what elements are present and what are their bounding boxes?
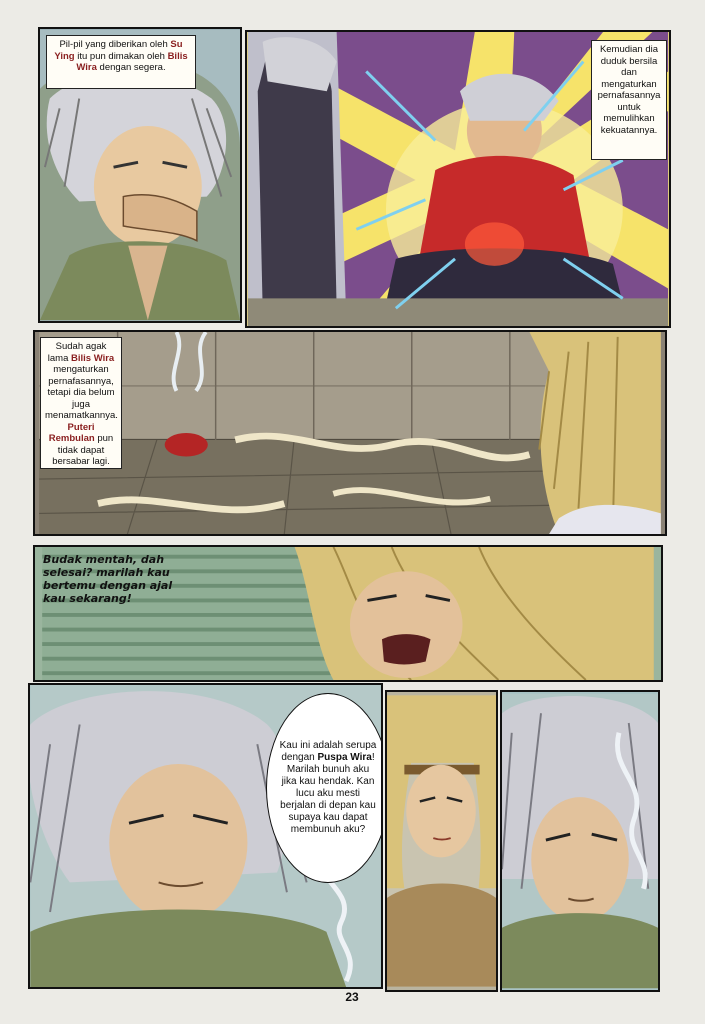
caption-pill-eaten: Pil-pil yang diberikan oleh Su Ying itu pun dimakan oleh Bilis Wira dengan segera. — [46, 35, 196, 89]
panel-4-shout — [33, 545, 663, 682]
panel-2-meditation-aura — [245, 30, 671, 328]
panel-7-art — [502, 692, 658, 990]
shout-line-1: Budak mentah, dah — [43, 553, 165, 566]
panel-7-silver-stern — [500, 690, 660, 992]
shout-line-4: kau sekarang! — [43, 592, 132, 605]
caption-waiting: Sudah agak lama Bilis Wira mengaturkan pernafasannya, tetapi dia belum juga menamatkannya. Puteri Rembulan pun tidak dapat bersabar lagi. — [40, 337, 122, 469]
shout-line-2: selesai? marilah kau — [43, 566, 170, 579]
speech-bubble-confront: Kau ini adalah serupa dengan Puspa Wira! Marilah bunuh aku jika kau hendak. Kan lucu aku mesti berjalan di depan kau supaya kau dapat membunuh aku? — [266, 693, 383, 883]
shout-line-3: bertemu dengan ajal — [43, 579, 173, 592]
panel-6-blonde-headband — [385, 690, 498, 992]
caption-meditation: Kemudian dia duduk bersila dan mengaturkan pernafasannya untuk memulihkan kekuatannya. — [591, 40, 667, 160]
panel-3-art — [35, 332, 665, 534]
shout-text — [43, 553, 213, 605]
panel-1-eating-pill — [38, 27, 242, 323]
page-number: 23 — [345, 990, 359, 1004]
panel-3-courtyard — [33, 330, 667, 536]
panel-6-art — [387, 692, 496, 990]
panel-5-silver-closeup — [28, 683, 383, 989]
